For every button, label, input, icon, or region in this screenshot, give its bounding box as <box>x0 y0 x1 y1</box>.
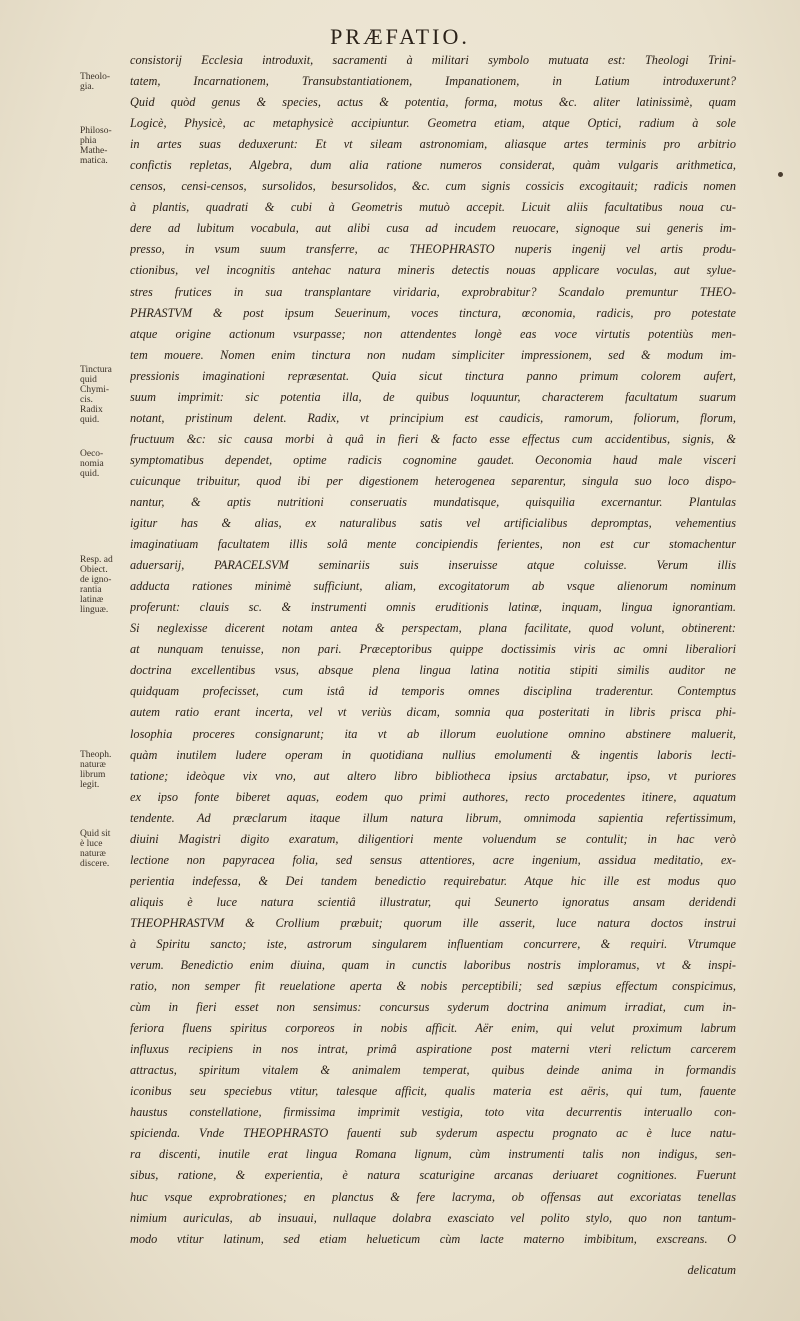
text-line: quàm inutilem ludere operam in quotidiana nullius emolumenti & ingentis laboris lecti- <box>130 747 736 762</box>
text-line: censos, censi-censos, sursolidos, besursolidos, &c. cum signis cossicis excogitauit; radicis nomen <box>130 179 736 194</box>
text-line: nimium auriculas, ab insuaui, nullaque dolabra exasciato vel polito stylo, quo non tantum- <box>130 1210 736 1225</box>
margin-note-philosophia: Philoso- phia Mathe- matica. <box>80 126 112 166</box>
text-line: cùm in fieri esset non sensimus: concursus syderum doctrina animum irradiat, cum in- <box>130 1000 736 1015</box>
text-line: feriora fluens spiritus corporeos in nobis afficit. Aër enim, qui velut proximum labrum <box>130 1021 736 1036</box>
text-line: quidquam profecisset, cum istâ id temporis omnes disciplina traderentur. Contemptus <box>130 684 736 699</box>
text-line: tatione; ideòque vix vno, aut altero libro bibliotheca ipsius arctabatur, ipso, vt puriores <box>130 768 736 783</box>
text-line: autem ratio erant incerta, vel vt veriùs dicam, somnia qua posteritati in libris prisca phi- <box>130 705 736 720</box>
margin-note-responsio: Resp. ad Obiect. de igno- rantia latinæ linguæ. <box>80 555 113 615</box>
margin-note-tinctura: Tinctura quid Chymi- cis. Radix quid. <box>80 365 112 425</box>
text-line: tendente. Ad præclarum itaque illum natura librum, omnimoda sapientia refertissimum, <box>130 810 736 825</box>
text-line: PHRASTVM & post ipsum Seuerinum, voces tinctura, œconomia, radicis, pro potestate <box>130 305 736 320</box>
text-line: à plantis, quadrati & cubi à Geometris mutuò accepit. Licuit aliis facultatibus noua cu- <box>130 200 736 215</box>
text-line: Quid quòd genus & species, actus & potentia, forma, motus &c. aliter latinissimè, quam <box>130 95 736 110</box>
text-line: iconibus seu speciebus vtitur, talesque afficit, qualis materia est aëris, qui tum, fauente <box>130 1084 736 1099</box>
text-line: imaginatiuam facultatem illis solâ mente concipiendis ferientes, non est cur stomachentur <box>130 537 736 552</box>
body-text <box>130 50 736 1250</box>
text-line: presso, in vsum suum transferre, ac THEOPHRASTO nuperis ingenij vel artis produ- <box>130 242 736 257</box>
text-line: igitur has & alias, ex naturalibus satis vel artificialibus depromptas, vehementius <box>130 516 736 531</box>
text-line: attractus, spiritum vitalem & animalem temperat, quibus deinde anima in formandis <box>130 1063 736 1078</box>
text-line: ctionibus, vel incognitis antehac natura mineris detectis nouas applicare voculas, aut sylue- <box>130 263 736 278</box>
text-line: confictis repletas, Algebra, dum alia ratione numeros considerat, quàm vulgaris arithmetica, <box>130 158 736 173</box>
text-line: haustus constellatione, firmissima imprimit vestigia, toto vita decurrentis interuallo con- <box>130 1105 736 1120</box>
text-line: cuicunque tribuitur, quod ibi per digestionem heterogenea separentur, singula suo loco dispo- <box>130 473 736 488</box>
margin-notes <box>0 0 130 1321</box>
text-line: atque origine actionum vsurpasse; non attendentes longè eas voce virtutis potentiùs men- <box>130 326 736 341</box>
text-line: tatem, Incarnationem, Transubstantiationem, Impanationem, in Latium introduxerunt? <box>130 74 736 89</box>
text-line: huc vsque exprobrationes; en planctus & fere lacryma, ob offensas aut excoriatas tenellas <box>130 1189 736 1204</box>
text-line: influxus recipiens in nos intrat, primâ aspiratione post materni vteri relictum carcerem <box>130 1042 736 1057</box>
text-line: fructuum &c: sic causa morbi à quâ in fieri & facto esse effectus cum accidentibus, signis, & <box>130 431 736 446</box>
text-line: ex ipso fonte biberet aquas, eodem quo primi authores, recto procedentes itinere, aquatum <box>130 789 736 804</box>
text-line: verum. Benedictio enim diuina, quam in cunctis laboribus nostris imploramus, vt & inspi- <box>130 958 736 973</box>
text-line: doctrina excellentibus vsus, absque plena lingua latina notitia stipiti similis auditor ne <box>130 663 736 678</box>
text-line: perientia indefessa, & Dei tandem benedictio requirebatur. Atque hic ille est modus quo <box>130 873 736 888</box>
text-line: notant, pristinum delent. Radix, vt principium est caudicis, ramorum, foliorum, florum, <box>130 410 736 425</box>
text-line: in artes suas deduxerunt: Et vt sileam astronomiam, aliasque artes terminis pro arbitrio <box>130 137 736 152</box>
running-head: PRÆFATIO. <box>330 24 470 49</box>
text-line: symptomatibus dependet, optime radicis cognomine gaudet. Oeconomia haud male visceri <box>130 452 736 467</box>
catchword: delicatum <box>687 1263 736 1277</box>
text-line: Logicè, Physicè, ac metaphysicè accipiuntur. Geometra etiam, atque Optici, radium à sole <box>130 116 736 131</box>
text-line: nantur, & aptis nutritioni conseruatis mundatisque, quisquilia excernantur. Plantulas <box>130 494 736 509</box>
text-line: dere ad lubitum vocabula, aut alibi cusa ad incudem reuocare, signoque sui generis im- <box>130 221 736 236</box>
text-line: stres frutices in sua transplantare viridaria, exprobrabitur? Scandalo premuntur THEO- <box>130 284 736 299</box>
text-line: proferunt: clauis sc. & instrumenti omnis eruditionis latinæ, inquam, lingua ignorantiam. <box>130 600 736 615</box>
text-line: Si neglexisse dicerent notam antea & perspectam, plana facilitate, quod volunt, obtinerent: <box>130 621 736 636</box>
text-line: spicienda. Vnde THEOPHRASTO fauenti sub syderum aspectu prognato ac è luce natu- <box>130 1126 736 1141</box>
text-line: tem mouere. Nomen enim tinctura non nudam simpliciter impressionem, sed & modum im- <box>130 347 736 362</box>
text-line: ratio, non semper fit reuelatione aperta & nobis perceptibili; sed sæpius effectum conspicimus, <box>130 979 736 994</box>
text-line: THEOPHRASTVM & Crollium præbuit; quorum ille asserit, luce natura doctos instrui <box>130 915 736 930</box>
text-line: modo vtitur latinum, sed etiam helueticum cùm lacte materno imbibitum, exscreans. O <box>130 1231 736 1246</box>
text-line: lectione non papyracea folia, sed sensus attentiores, acre ingenium, assidua meditatio, ex- <box>130 852 736 867</box>
text-line: at nunquam tenuisse, non pari. Præceptoribus quippe doctissimis viris ac omni liberaliori <box>130 642 736 657</box>
text-line: aduersarij, PARACELSVM seminariis suis inseruisse atque coluisse. Verum illis <box>130 558 736 573</box>
text-line: ra discenti, inutile erat lingua Romana lignum, cùm instrumenti talis non indigus, sen- <box>130 1147 736 1162</box>
ink-spot <box>778 172 783 177</box>
text-line: suum imprimit: sic potentia illa, de quibus loquuntur, characterem facultatum suarum <box>130 389 736 404</box>
text-line: adducta rationes minimè sufficiunt, aliam, excogitatorum ab vsque alienorum nominum <box>130 579 736 594</box>
margin-note-theologia: Theolo- gia. <box>80 72 111 92</box>
margin-note-theophrastus: Theoph. naturæ librum legit. <box>80 750 112 790</box>
text-line: aliquis è luce natura scientiâ illustratur, qui Seunerto ignoratus ansam deridendi <box>130 894 736 909</box>
margin-note-oeconomia: Oeco- nomia quid. <box>80 449 104 479</box>
text-line: sibus, ratione, & experientia, è natura scaturigine arcanas deriuaret cognitiones. Fuerunt <box>130 1168 736 1183</box>
text-line: diuini Magistri digito exaratum, diligentiori mente voluendum se contulit; in hac verò <box>130 831 736 846</box>
margin-note-luce-naturae: Quid sit è luce naturæ discere. <box>80 829 111 869</box>
text-line: à Spiritu sancto; iste, astrorum singularem influentiam concurrere, & requiri. Vtrumque <box>130 936 736 951</box>
text-line: consistorij Ecclesia introduxit, sacramenti à militari symbolo mutuata est: Theologi Trini- <box>130 53 736 67</box>
text-line: pressionis imaginationi repræsentat. Quia sicut tinctura panno primum colorem aufert, <box>130 368 736 383</box>
text-line: losophia proceres consignarunt; ita vt ab illorum euolutione omnino abstinere maluerit, <box>130 726 736 741</box>
